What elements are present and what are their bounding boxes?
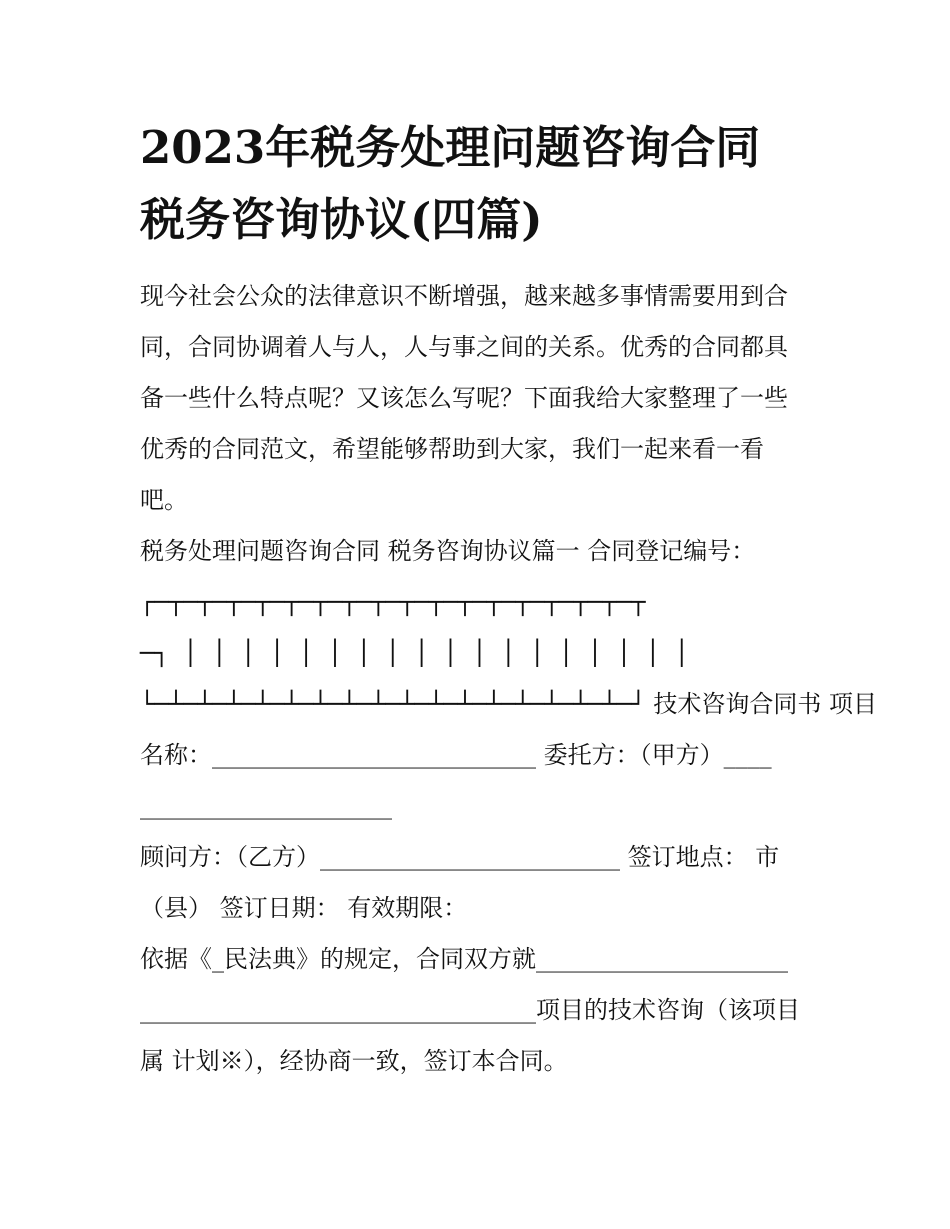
sign-date-line: （县） 签订日期： 有效期限： [140, 894, 468, 922]
document-title [140, 112, 812, 256]
intro-line-2: 同，合同协调着人与人，人与事之间的关系。优秀的合同都具 [140, 333, 788, 361]
registration-box-middle: ─┐ │ │ │ │ │ │ │ │ │ │ │ │ │ │ │ │ │ │ [140, 639, 690, 667]
document-body [140, 271, 877, 1087]
basis-line-3: 属 计划※），经协商一致，签订本合同。 [140, 1047, 568, 1075]
blank-fill-line: _____________________ [140, 792, 392, 820]
consultant-line: 顾问方：（乙方）_________________________ 签订地点： 市 [140, 843, 780, 871]
section-heading-line: 税务处理问题咨询合同 税务咨询协议篇一 合同登记编号： [140, 537, 756, 565]
title-line-1: 2023年税务处理问题咨询合同 [140, 121, 761, 174]
registration-box-bottom-row [140, 679, 877, 730]
document-page [140, 112, 877, 1087]
intro-line-5: 吧。 [140, 486, 188, 514]
project-name-line: 名称：___________________________ 委托方：（甲方）____ [140, 741, 772, 769]
basis-line-1: 依据《_民法典》的规定，合同双方就_____________________ [140, 945, 788, 973]
basis-line-2: _________________________________项目的技术咨询（该项目 [140, 996, 800, 1024]
intro-line-3: 备一些什么特点呢？又该怎么写呢？下面我给大家整理了一些 [140, 384, 788, 412]
intro-line-4: 优秀的合同范文，希望能够帮助到大家，我们一起来看一看 [140, 435, 764, 463]
intro-line-1: 现今社会公众的法律意识不断增强，越来越多事情需要用到合 [140, 282, 788, 310]
registration-box-bottom: └─┴─┴─┴─┴─┴─┴─┴─┴─┴─┴─┴─┴─┴─┴─┴─┴─┘ [140, 690, 646, 718]
contract-book-label: 技术咨询合同书 项目 [645, 690, 877, 718]
registration-box-top: ┌─┬─┬─┬─┬─┬─┬─┬─┬─┬─┬─┬─┬─┬─┬─┬─┬─┬ [140, 588, 646, 616]
title-line-2: 税务咨询协议(四篇) [140, 193, 543, 246]
